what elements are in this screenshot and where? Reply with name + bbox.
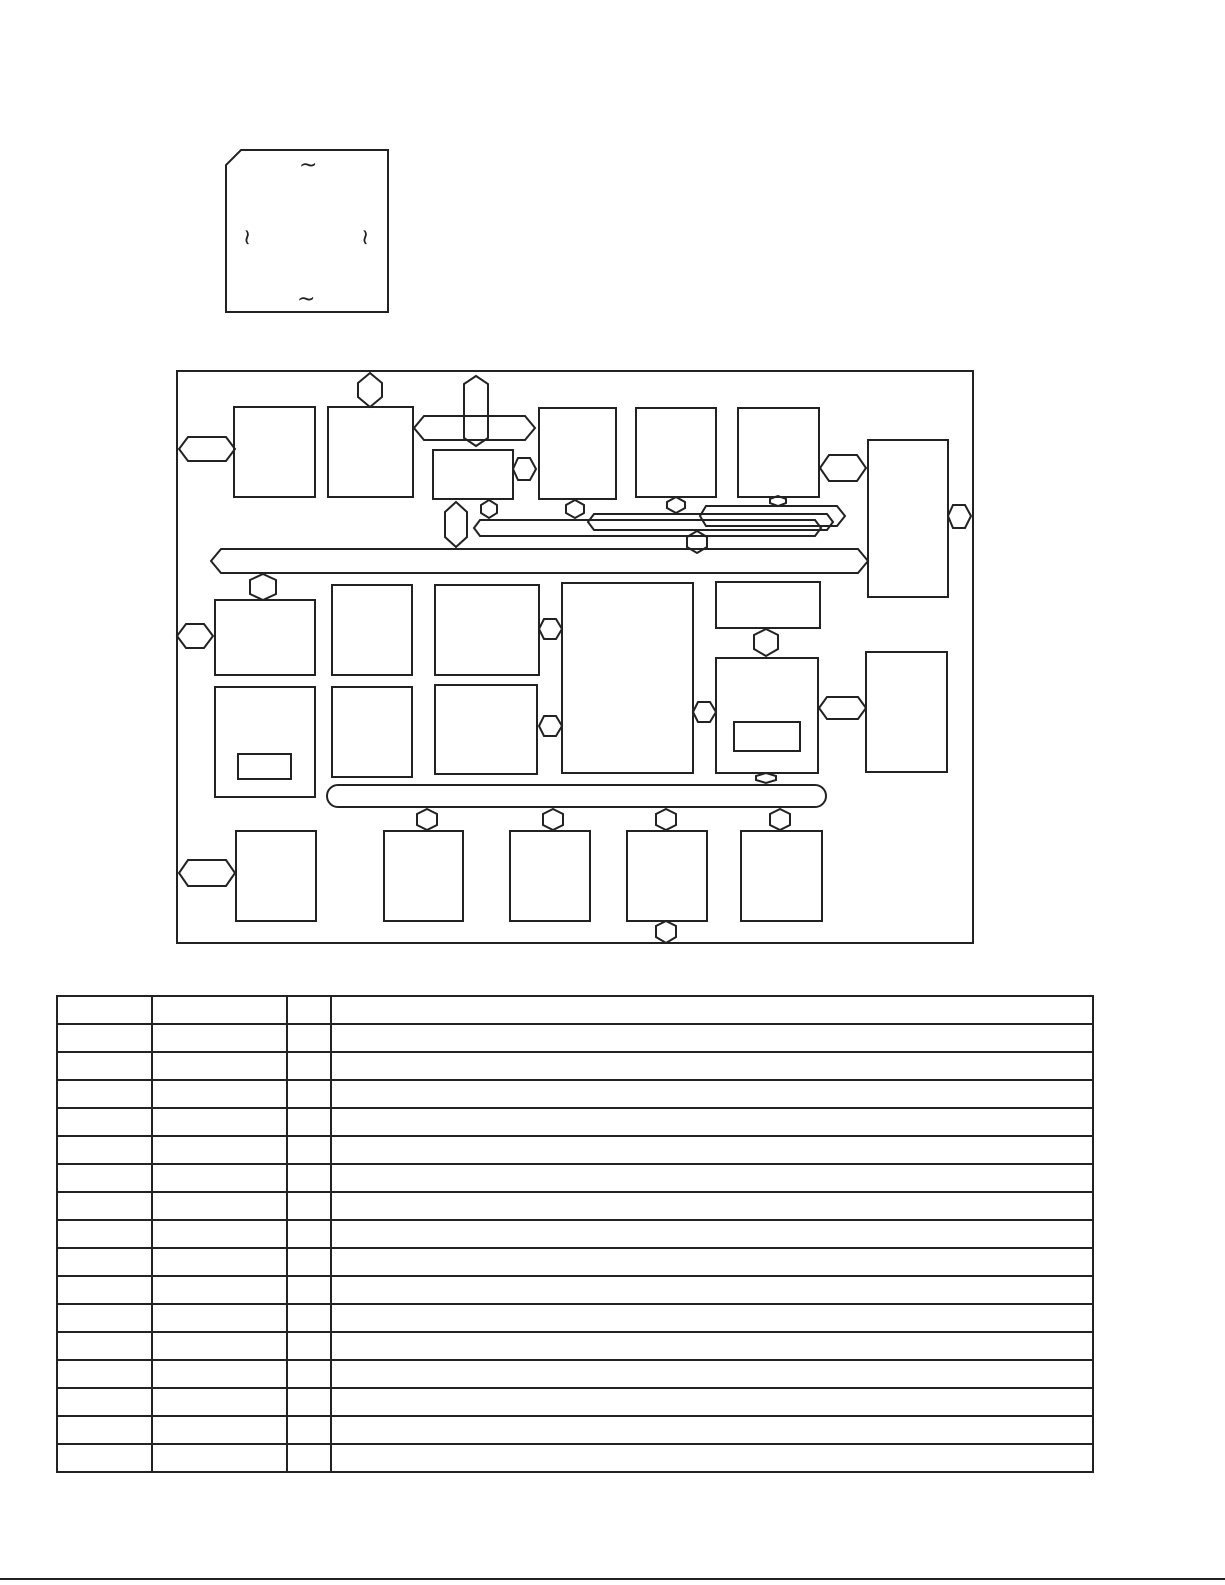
table-cell: [152, 1332, 287, 1360]
table-cell: [152, 1024, 287, 1052]
table-cell: [152, 1248, 287, 1276]
table-cell: [331, 1248, 1093, 1276]
table-cell: [331, 1080, 1093, 1108]
pin-marker-right: ~: [352, 228, 377, 247]
table-cell: [287, 1304, 331, 1332]
page-bottom-rule: [0, 1578, 1225, 1580]
table-cell: [331, 1024, 1093, 1052]
table-cell: [57, 1388, 152, 1416]
table-cell: [287, 1052, 331, 1080]
connector-hex: [566, 500, 584, 518]
table-row: [57, 1360, 1093, 1388]
block: [868, 440, 948, 597]
block: [435, 585, 539, 675]
bus-arrow: [588, 514, 833, 530]
table-cell: [152, 1388, 287, 1416]
block: [215, 687, 315, 797]
table-cell: [152, 1080, 287, 1108]
block: [236, 831, 316, 921]
connector-hex: [754, 629, 778, 656]
connector-hex: [667, 497, 685, 513]
table-row: [57, 1444, 1093, 1472]
pin-marker-left: ~: [234, 228, 259, 247]
table-cell: [152, 1416, 287, 1444]
table-cell: [57, 1248, 152, 1276]
table-cell: [57, 1220, 152, 1248]
table-cell: [57, 1332, 152, 1360]
table-cell: [57, 1416, 152, 1444]
bus-arrow: [211, 549, 868, 573]
table-cell: [152, 1444, 287, 1472]
block: [636, 408, 716, 497]
block: [741, 831, 822, 921]
table-cell: [287, 1248, 331, 1276]
table-cell: [331, 996, 1093, 1024]
table-cell: [287, 1164, 331, 1192]
connector-hex: [358, 373, 382, 407]
table-cell: [287, 1024, 331, 1052]
connector-hex: [481, 500, 497, 518]
connector-hex: [177, 624, 213, 648]
connector-hex: [543, 809, 563, 830]
table-cell: [152, 1164, 287, 1192]
table-row: [57, 1052, 1093, 1080]
table-row: [57, 1080, 1093, 1108]
table-row: [57, 1388, 1093, 1416]
table-cell: [287, 1276, 331, 1304]
connector-hex: [770, 809, 790, 830]
block: [384, 831, 463, 921]
table-cell: [57, 1024, 152, 1052]
table-cell: [287, 1360, 331, 1388]
table-cell: [287, 1444, 331, 1472]
table-cell: [331, 1136, 1093, 1164]
bus-arrow: [464, 376, 488, 446]
connector-hex: [948, 505, 971, 528]
table-cell: [57, 1304, 152, 1332]
bus-arrow: [700, 506, 845, 526]
block: [234, 407, 315, 497]
table-cell: [152, 1220, 287, 1248]
block: [539, 408, 616, 499]
block: [738, 408, 819, 497]
table-cell: [57, 1360, 152, 1388]
table-row: [57, 1164, 1093, 1192]
connector-hex: [445, 502, 467, 547]
table-row: [57, 1332, 1093, 1360]
connector-hex: [756, 773, 776, 783]
block: [510, 831, 590, 921]
table-cell: [331, 1416, 1093, 1444]
block: [627, 831, 707, 921]
table-row: [57, 1248, 1093, 1276]
table-cell: [287, 1080, 331, 1108]
bus-arrow: [414, 416, 535, 440]
table-row: [57, 1276, 1093, 1304]
bus-arrow: [474, 520, 821, 536]
table-cell: [331, 1388, 1093, 1416]
pin-table-body: [57, 996, 1093, 1472]
table-cell: [152, 996, 287, 1024]
table-cell: [287, 1192, 331, 1220]
table-cell: [287, 1136, 331, 1164]
connector-hex: [179, 437, 235, 461]
pin-marker-bottom: ~: [297, 287, 316, 312]
connector-hex: [539, 619, 562, 639]
table-cell: [57, 996, 152, 1024]
block: [562, 583, 693, 773]
table-cell: [331, 1444, 1093, 1472]
pin-marker-top: ~: [299, 153, 318, 178]
block: [328, 407, 413, 497]
table-row: [57, 1304, 1093, 1332]
table-cell: [57, 1444, 152, 1472]
table-cell: [57, 1080, 152, 1108]
table-cell: [152, 1192, 287, 1220]
block: [332, 585, 412, 675]
table-cell: [331, 1276, 1093, 1304]
connector-hex: [656, 809, 676, 830]
table-row: [57, 996, 1093, 1024]
table-cell: [287, 996, 331, 1024]
table-row: [57, 1108, 1093, 1136]
table-cell: [152, 1136, 287, 1164]
table-row: [57, 1416, 1093, 1444]
table-cell: [152, 1304, 287, 1332]
connector-hex: [417, 809, 437, 830]
connector-hex: [513, 458, 536, 480]
table-cell: [287, 1388, 331, 1416]
pin-table: [56, 995, 1094, 1473]
table-cell: [331, 1360, 1093, 1388]
table-cell: [331, 1220, 1093, 1248]
bus-bar: [327, 785, 826, 807]
table-cell: [287, 1220, 331, 1248]
connector-hex: [539, 716, 562, 736]
table-row: [57, 1220, 1093, 1248]
connector-hex: [179, 860, 235, 886]
table-cell: [152, 1052, 287, 1080]
block: [215, 600, 315, 675]
table-cell: [331, 1164, 1093, 1192]
block: [716, 658, 818, 773]
table-cell: [152, 1276, 287, 1304]
table-cell: [152, 1108, 287, 1136]
block: [716, 582, 820, 628]
table-cell: [287, 1108, 331, 1136]
table-cell: [57, 1136, 152, 1164]
connector-hex: [656, 921, 676, 943]
block: [433, 450, 513, 499]
table-cell: [287, 1332, 331, 1360]
connector-hex: [250, 574, 276, 600]
block: [332, 687, 412, 777]
table-cell: [152, 1360, 287, 1388]
table-cell: [331, 1332, 1093, 1360]
sub-block: [734, 722, 800, 751]
table-cell: [331, 1052, 1093, 1080]
connector-hex: [693, 702, 716, 722]
table-cell: [331, 1108, 1093, 1136]
table-cell: [287, 1416, 331, 1444]
table-cell: [57, 1108, 152, 1136]
table-cell: [57, 1276, 152, 1304]
table-row: [57, 1024, 1093, 1052]
connector-hex: [820, 455, 866, 481]
table-cell: [57, 1164, 152, 1192]
table-cell: [57, 1192, 152, 1220]
sub-block: [238, 754, 291, 779]
block: [866, 652, 947, 772]
table-row: [57, 1136, 1093, 1164]
table-cell: [331, 1304, 1093, 1332]
block: [435, 685, 537, 774]
table-cell: [57, 1052, 152, 1080]
connector-hex: [819, 697, 866, 719]
diagram-frame: [177, 371, 973, 943]
table-row: [57, 1192, 1093, 1220]
table-cell: [331, 1192, 1093, 1220]
